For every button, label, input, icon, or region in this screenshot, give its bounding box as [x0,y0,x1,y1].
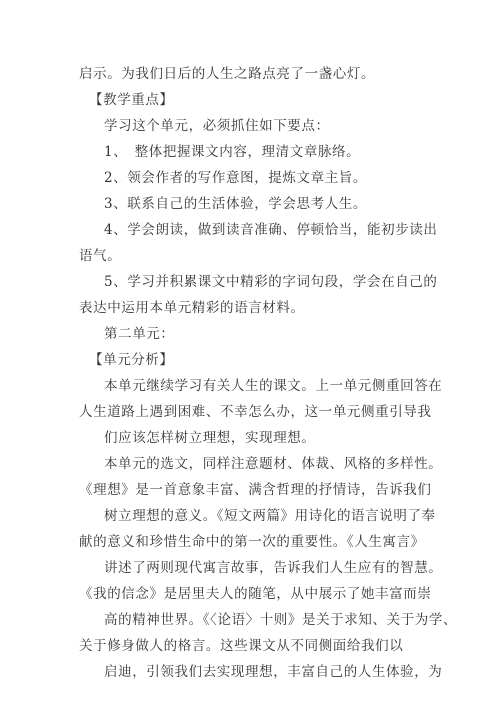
paragraph-line: 本单元继续学习有关人生的课文。上一单元侧重回答在 [104,378,443,394]
paragraph-line: 关于修身做人的格言。这些课文从不同侧面给我们以 [79,638,404,654]
list-item: 4、学会朗读，做到读音准确、停顿恰当，能初步读出 [104,222,438,238]
paragraph-line: 《我的信念》是居里夫人的随笔，从中展示了她丰富而崇 [79,586,432,602]
list-item-continuation: 语气。 [79,248,122,264]
paragraph-line: 《理想》是一首意象丰富、满含哲理的抒情诗，告诉我们 [79,482,432,498]
paragraph-line: 讲述了两则现代寓言故事，告诉我们人生应有的智慧。 [104,560,443,576]
list-item: 3、联系自己的生活体验，学会思考人生。 [104,196,367,212]
paragraph-line: 树立理想的意义。《短文两篇》用诗化的语言说明了奉 [104,508,436,524]
list-item: 1、 整体把握课文内容，理清文章脉络。 [104,144,361,160]
list-item-continuation: 表达中运用本单元精彩的语言材料。 [79,300,305,316]
list-item: 2、领会作者的写作意图，提炼文章主旨。 [104,170,367,186]
paragraph-line: 本单元的选文，同样注意题材、体裁、风格的多样性。 [104,456,443,472]
paragraph-line: 学习这个单元，必须抓住如下要点： [104,118,330,134]
paragraph-line: 启迪，引领我们去实现理想，丰富自己的人生体验，为 [104,664,443,680]
paragraph-line: 人生道路上遇到困难、不幸怎么办，这一单元侧重引导我 [79,404,432,420]
section-title: 第二单元： [104,326,175,342]
paragraph-line: 启示。为我们日后的人生之路点亮了一盏心灯。 [79,66,376,82]
paragraph-line: 们应该怎样树立理想，实现理想。 [104,430,316,446]
paragraph-line: 高的精神世界。《〈论语〉十则》是关于求知、关于为学、 [104,612,458,628]
section-heading: 【教学重点】 [89,92,174,108]
list-item: 5、学习并积累课文中精彩的字词句段，学会在自己的 [104,274,438,290]
paragraph-line: 献的意义和珍惜生命中的第一次的重要性。《人生寓言》 [79,534,425,550]
section-heading: 【单元分析】 [89,352,174,368]
